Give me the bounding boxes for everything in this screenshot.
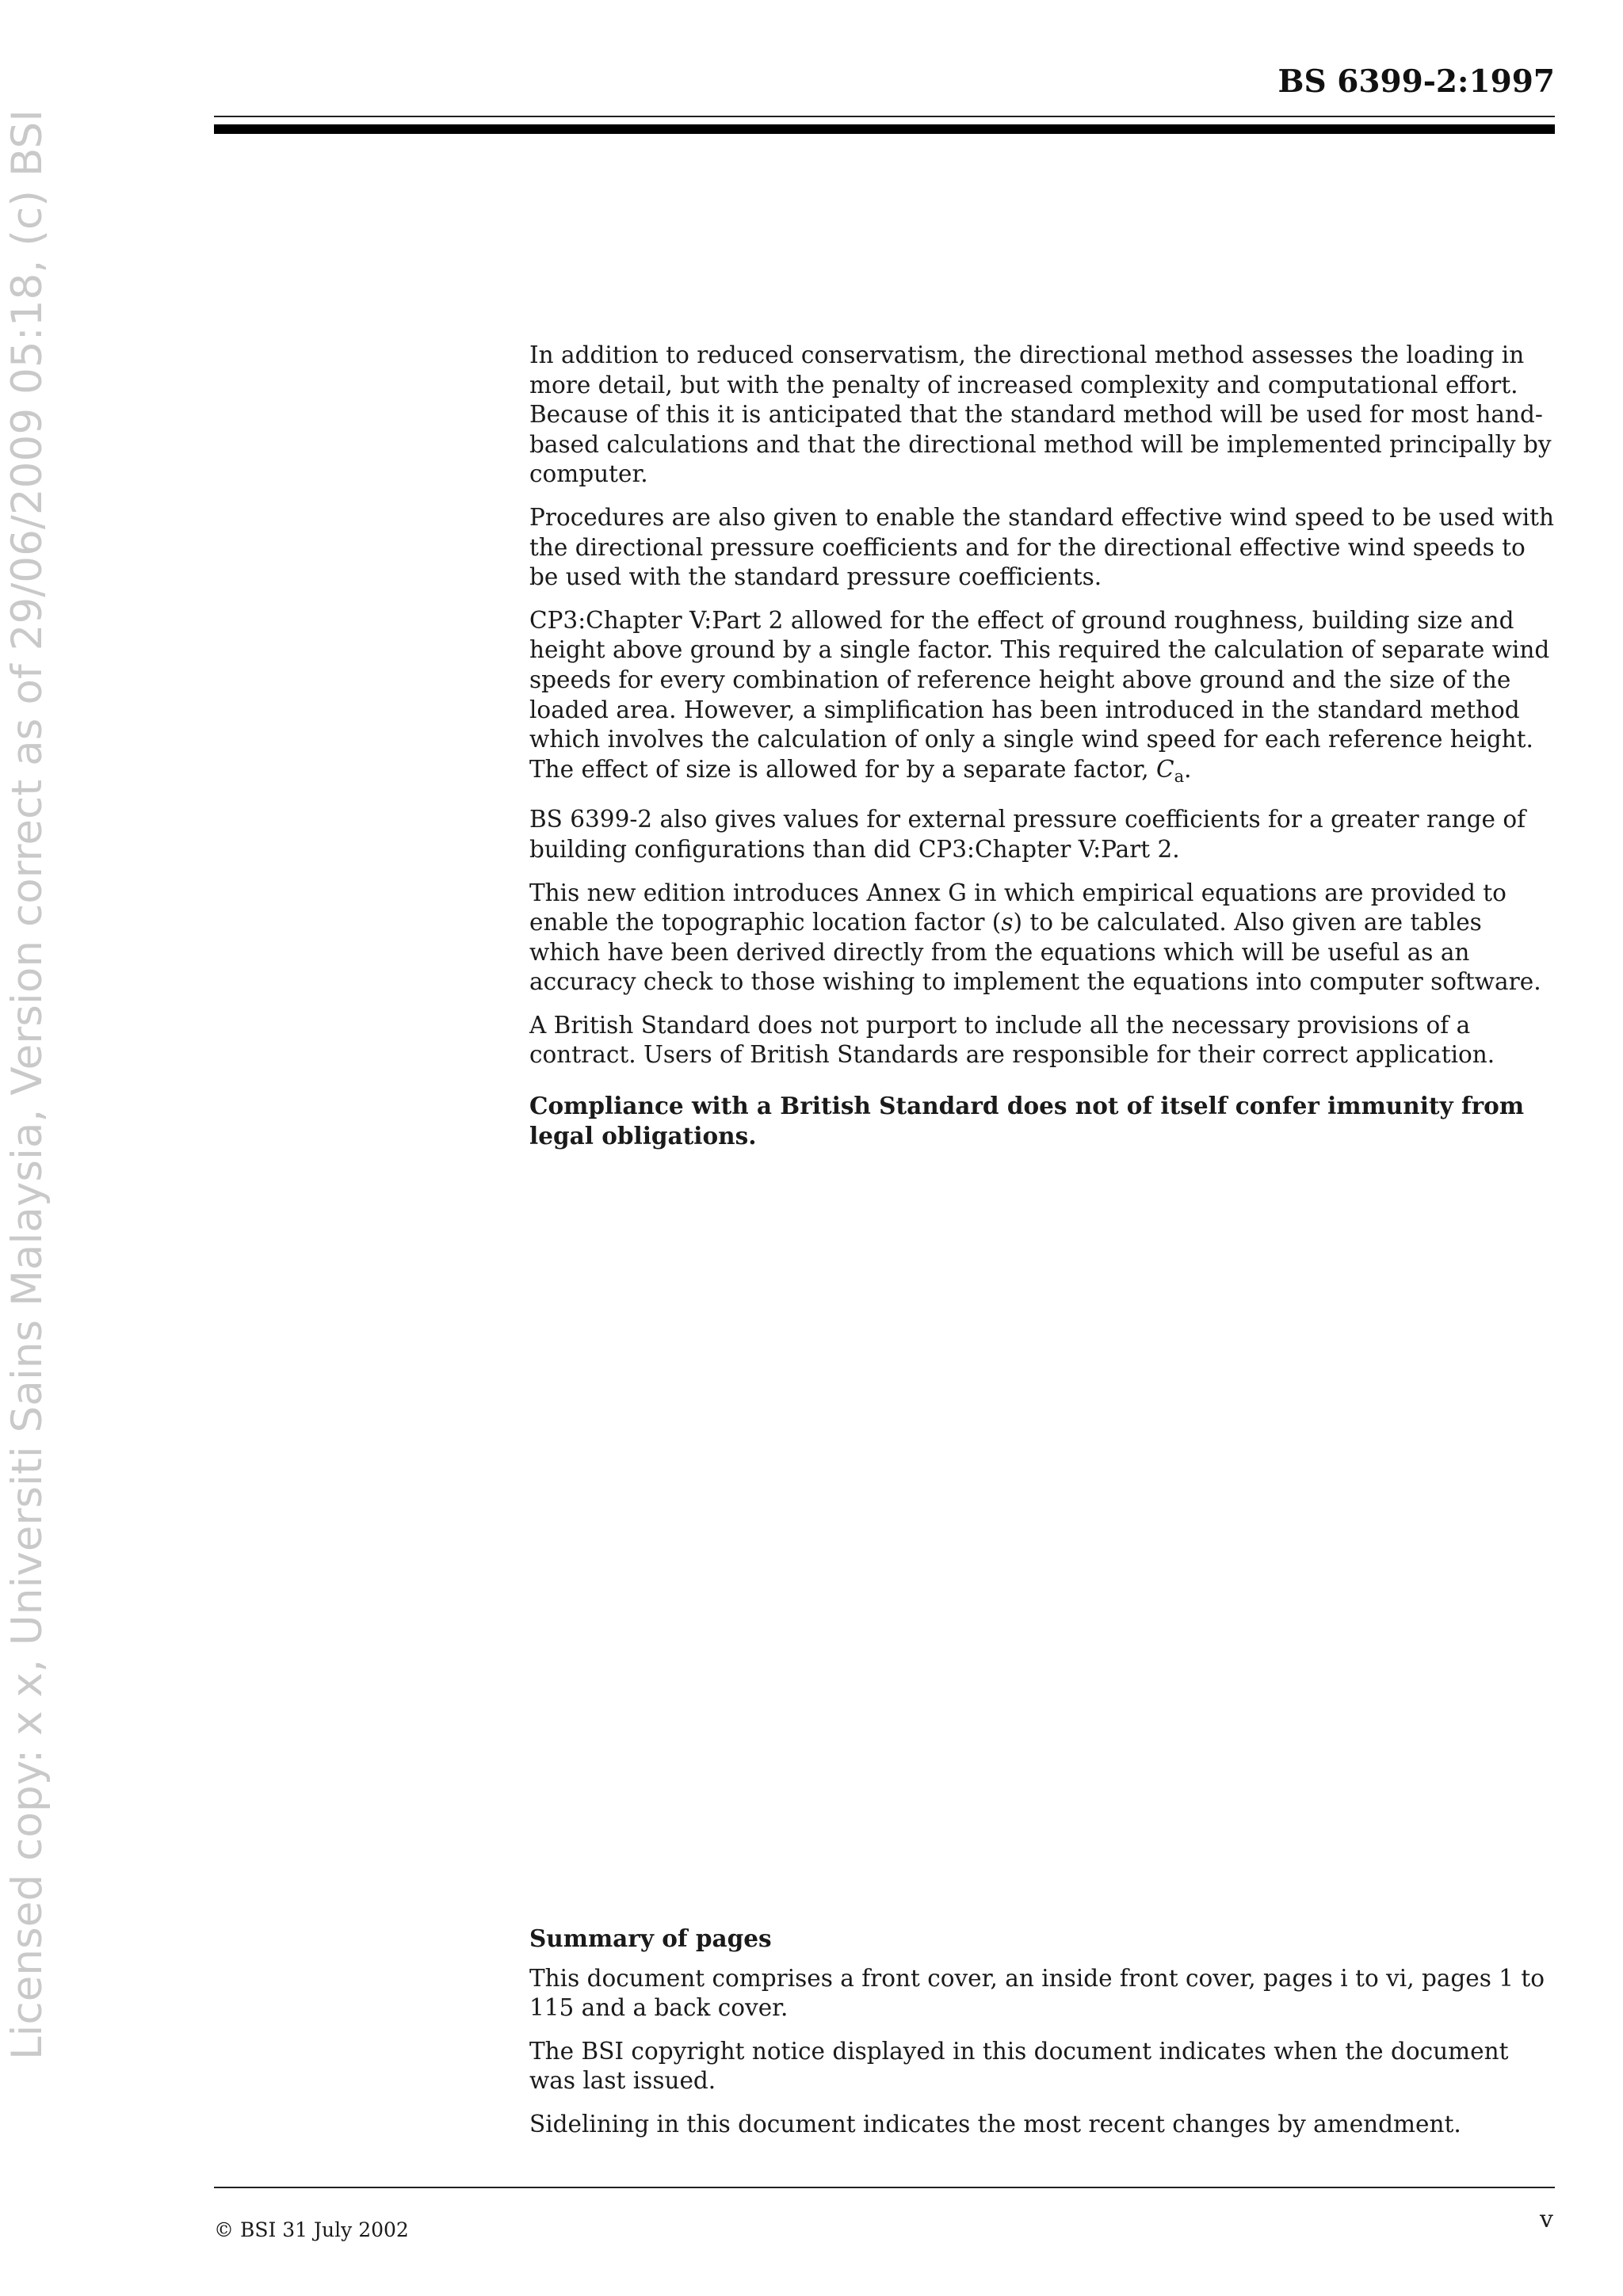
summary-paragraph: The BSI copyright notice displayed in this document indicates when the document was last issued. — [529, 2037, 1509, 2095]
summary-paragraph: Sidelining in this document indicates the most recent changes by amendment. — [529, 2110, 1461, 2138]
paragraph-cp3-end: . — [1184, 755, 1192, 783]
factor-subscript: a — [1174, 766, 1185, 786]
paragraph-annex-g-before: This new edition introduces Annex G in which empirical equations are provided to enable the topographic location factor ( — [529, 879, 1507, 936]
header-thick-rule — [214, 124, 1555, 134]
paragraph-procedures: Procedures are also given to enable the standard effective wind speed to be used with the directional pressure coefficients and for the directional effective wind speeds to be used with the standard pressure coefficients. — [529, 503, 1555, 591]
body-text — [529, 341, 1560, 1164]
document-id: BS 6399-2:1997 — [1277, 63, 1555, 100]
license-watermark: Licensed copy: x x, Universiti Sains Malaysia, Version correct as of 29/06/2009 05:18, (c) BSI — [3, 109, 52, 2060]
paragraph-contract: A British Standard does not purport to include all the necessary provisions of a contract. Users of British Standards are responsible for their correct application. — [529, 1011, 1495, 1069]
compliance-statement: Compliance with a British Standard does not of itself confer immunity from legal obligations. — [529, 1092, 1525, 1150]
paragraph-pressure-coefficients: BS 6399-2 also gives values for external pressure coefficients for a greater range of building configurations than did CP3:Chapter V:Part 2. — [529, 806, 1526, 863]
footer-rule — [214, 2187, 1555, 2188]
paragraph-cp3-text: CP3:Chapter V:Part 2 allowed for the effect of ground roughness, building size and height above ground by a single factor. This required the calculation of separate wind speeds for every combination of reference height above ground and the size of the loaded area. However, a simplification has been introduced in the standard method which involves the calculation of only a single wind speed for each reference height. The effect of size is allowed for by a separate factor, — [529, 606, 1550, 783]
header-thin-rule — [214, 116, 1555, 117]
footer-copyright: © BSI 31 July 2002 — [214, 2218, 409, 2241]
summary-heading: Summary of pages — [529, 1924, 772, 1952]
factor-symbol: C — [1156, 755, 1174, 783]
paragraph-directional-method: In addition to reduced conservatism, the directional method assesses the loading in more detail, but with the penalty of increased complexity and computational effort. Because of this it is anticipated that the standard method will be used for most hand-based calculations and that the directional method will be implemented principally by computer. — [529, 341, 1552, 488]
summary-of-pages — [529, 1924, 1560, 2153]
paragraph-annex-g — [529, 879, 1560, 997]
topographic-factor-symbol: s — [1001, 909, 1014, 936]
page-number: v — [1540, 2206, 1553, 2233]
summary-paragraph: This document comprises a front cover, an inside front cover, pages i to vi, pages 1 to 115 and a back cover. — [529, 1964, 1545, 2022]
paragraph-annex-g-after: ) to be calculated. Also given are tables which have been derived directly from the equations which will be useful as an accuracy check to those wishing to implement the equations into computer software. — [529, 909, 1541, 996]
paragraph-cp3 — [529, 606, 1560, 792]
